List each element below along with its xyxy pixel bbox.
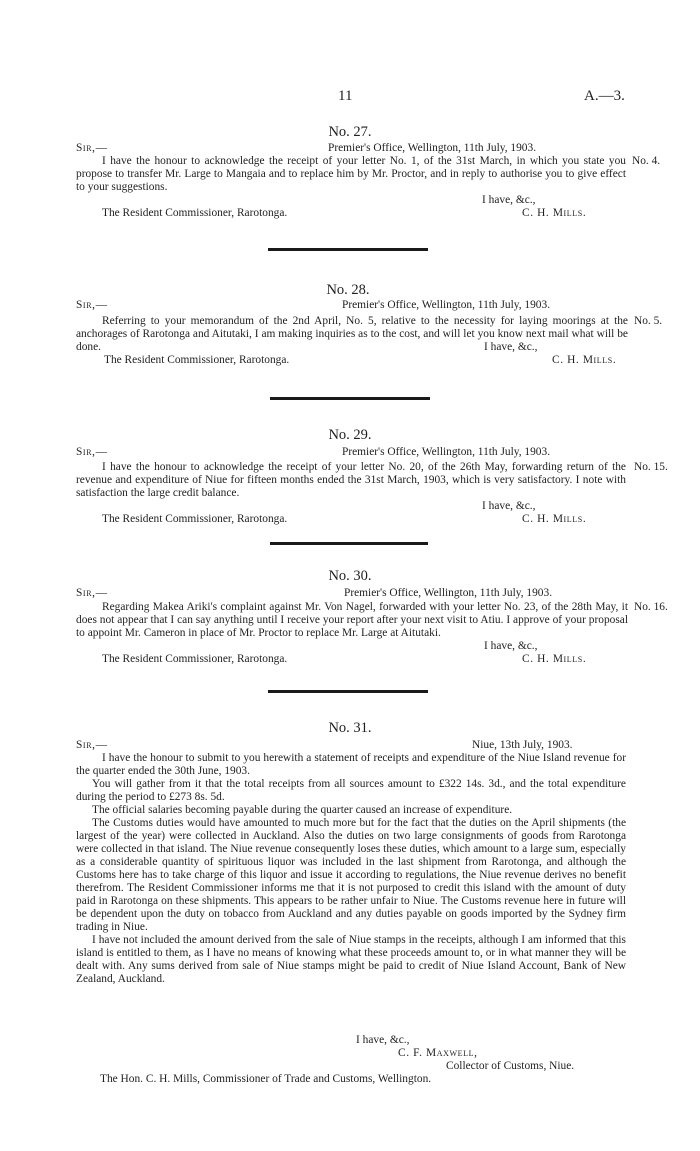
- paragraph: I have the honour to submit to you herewith a statement of receipts and expenditure of the Niue Island revenue for the quarter ended the 30th June, 1903.: [76, 752, 626, 777]
- salutation: Sir,—: [76, 739, 108, 751]
- closing: I have, &c.,: [356, 1034, 410, 1046]
- signature: C. H. Mills.: [522, 513, 587, 525]
- paragraph: The official salaries becoming payable during the quarter caused an increase of expenditure.: [92, 804, 513, 816]
- margin-reference: No. 5.: [634, 315, 663, 327]
- closing: I have, &c.,: [484, 341, 538, 353]
- salutation: Sir,—: [76, 446, 108, 458]
- margin-reference: No. 15.: [634, 461, 668, 473]
- letter-number: No. 28.: [326, 282, 370, 298]
- margin-reference: No. 4.: [632, 155, 661, 167]
- letter-number: No. 30.: [328, 568, 372, 584]
- document-reference: A.—3.: [584, 88, 625, 104]
- closing: I have, &c.,: [482, 194, 536, 206]
- signature: C. H. Mills.: [522, 653, 587, 665]
- place-date: Premier's Office, Wellington, 11th July, 1903.: [328, 142, 537, 154]
- letter-number: No. 31.: [328, 720, 372, 736]
- salutation: Sir,—: [76, 142, 108, 154]
- letter-body: Referring to your memorandum of the 2nd April, No. 5, relative to the necessity for laying moorings at the anchorages of Rarotonga and Aitutaki, I am making inquiries as to the cost, and will let you know next mail what will be done.: [76, 315, 628, 353]
- letter-number: No. 29.: [328, 427, 372, 443]
- letter-body: I have the honour to acknowledge the receipt of your letter No. 20, of the 26th May, forwarding return of the revenue and expenditure of Niue for fifteen months ended the 31st March, 1903, which is very satisfactory. I note with satisfaction the large credit balance.: [76, 461, 626, 499]
- letter-body: I have the honour to acknowledge the receipt of your letter No. 1, of the 31st March, in which you state you propose to transfer Mr. Large to Mangaia and to replace him by Mr. Proctor, and in reply to authorise you to give effect to your suggestions.: [76, 155, 626, 193]
- place-date: Premier's Office, Wellington, 11th July, 1903.: [342, 446, 551, 458]
- addressee: The Resident Commissioner, Rarotonga.: [102, 513, 288, 525]
- place-date: Premier's Office, Wellington, 11th July, 1903.: [342, 299, 551, 311]
- paragraph: You will gather from it that the total receipts from all sources amount to £322 14s. 3d., and the total expenditure during the period to £273 8s. 5d.: [76, 778, 626, 803]
- letter-body: [76, 752, 626, 986]
- section-divider: [268, 248, 428, 251]
- addressee: The Resident Commissioner, Rarotonga.: [104, 354, 290, 366]
- paragraph: The Customs duties would have amounted to much more but for the fact that the duties on the April shipments (the largest of the year) were collected in Auckland. Also the duties on two large consignments of goods from Rarotonga were collected in that island. The Niue revenue consequently loses these duties, which amount to a large sum, especially as a considerable quantity of spirituous liquor was included in the last shipment from Rarotonga, and although the Customs here has to take charge of this liquor and issue it according to regulations, the Niue revenue derives no benefit therefrom. The Resident Commissioner informs me that it is not purposed to credit this island with the amount of duty paid in Rarotonga on these shipments. This appears to be rather unfair to Niue. The Customs revenue here in future will be dependent upon the duty on tobacco from Auckland and any duties payable on goods imported by the Sydney firm trading in Niue.: [76, 817, 626, 933]
- addressee: The Resident Commissioner, Rarotonga.: [102, 207, 288, 219]
- closing: I have, &c.,: [484, 640, 538, 652]
- section-divider: [268, 690, 428, 693]
- closing: I have, &c.,: [482, 500, 536, 512]
- section-divider: [270, 542, 428, 545]
- addressee: The Hon. C. H. Mills, Commissioner of Trade and Customs, Wellington.: [100, 1073, 432, 1085]
- letter-number: No. 27.: [328, 124, 372, 140]
- signature: C. F. Maxwell,: [398, 1047, 478, 1059]
- signature: C. H. Mills.: [552, 354, 617, 366]
- letter-body: Regarding Makea Ariki's complaint against Mr. Von Nagel, forwarded with your letter No. 23, of the 28th May, it does not appear that I can say anything until I receive your report after your next visit to Atiu. I approve of your proposal to appoint Mr. Cameron in place of Mr. Proctor to replace Mr. Large at Aitutaki.: [76, 601, 628, 639]
- paragraph: I have not included the amount derived from the sale of Niue stamps in the receipts, although I am informed that this island is entitled to them, as I have no means of knowing what these proceeds amount to, or in what manner they will be dealt with. Any sums derived from sale of Niue stamps might be paid to credit of Niue Island Account, Bank of New Zealand, Auckland.: [76, 934, 626, 985]
- place-date: Niue, 13th July, 1903.: [472, 739, 573, 751]
- salutation: Sir,—: [76, 299, 108, 311]
- margin-reference: No. 16.: [634, 601, 668, 613]
- signature-title: Collector of Customs, Niue.: [446, 1060, 575, 1072]
- salutation: Sir,—: [76, 587, 108, 599]
- page-number: 11: [338, 88, 353, 104]
- place-date: Premier's Office, Wellington, 11th July, 1903.: [344, 587, 553, 599]
- section-divider: [270, 397, 430, 400]
- signature: C. H. Mills.: [522, 207, 587, 219]
- addressee: The Resident Commissioner, Rarotonga.: [102, 653, 288, 665]
